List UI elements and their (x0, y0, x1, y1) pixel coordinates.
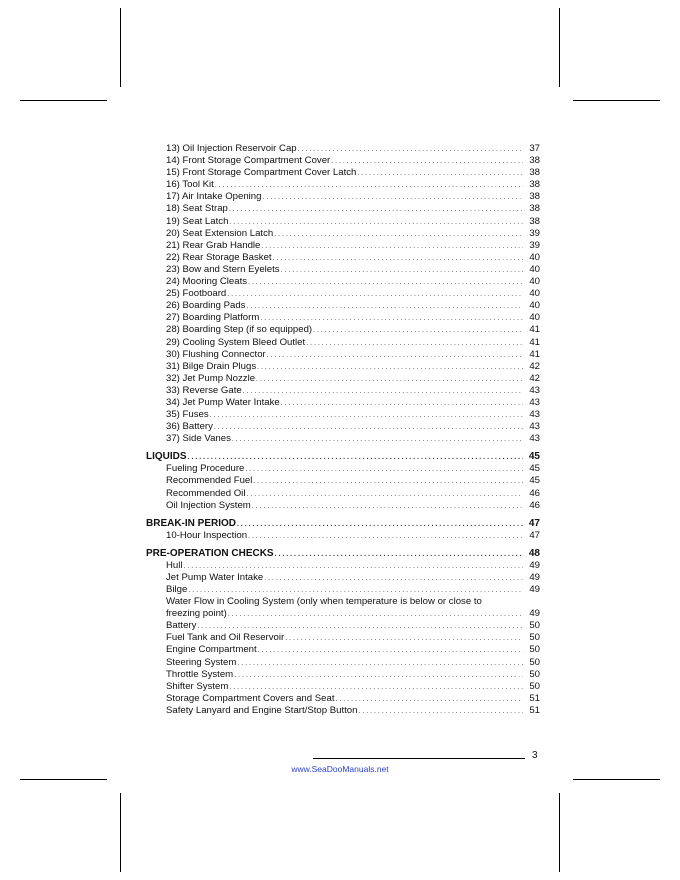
toc-entry-title: 26) Boarding Pads (166, 300, 246, 312)
toc-page-number: 47 (528, 517, 540, 529)
toc-page-number: 38 (529, 167, 540, 179)
toc-entry-title: 29) Cooling System Bleed Outlet (166, 336, 306, 348)
dot-leader (188, 450, 523, 464)
toc-entry[interactable] (146, 433, 540, 445)
toc-page-number: 48 (528, 547, 540, 559)
toc-entry-title: 24) Mooring Cleats (166, 276, 248, 288)
page-number: 3 (532, 750, 538, 761)
toc-entry[interactable] (146, 155, 540, 167)
table-of-contents (146, 143, 540, 717)
toc-entry[interactable] (146, 300, 540, 312)
toc-entry-title: 25) Footboard (166, 288, 227, 300)
crop-mark (20, 100, 107, 101)
toc-entry[interactable] (146, 361, 540, 373)
toc-entry[interactable] (146, 312, 540, 324)
toc-entry[interactable] (146, 203, 540, 215)
toc-entry-title: Shifter System (166, 680, 229, 692)
toc-entry[interactable] (146, 475, 540, 487)
toc-page-number: 43 (529, 384, 540, 396)
toc-entry-title: Jet Pump Water Intake (166, 571, 264, 583)
toc-entry[interactable] (146, 373, 540, 385)
toc-entry-title: PRE-OPERATION CHECKS (146, 547, 274, 559)
toc-entry-title: Fueling Procedure (166, 463, 245, 475)
toc-entry[interactable] (146, 500, 540, 512)
toc-page-number: 38 (529, 215, 540, 227)
toc-entry[interactable] (146, 669, 540, 681)
toc-page-number: 50 (529, 680, 540, 692)
toc-entry[interactable] (146, 657, 540, 669)
toc-entry[interactable] (146, 560, 540, 572)
toc-entry-title: 23) Bow and Stern Eyelets (166, 263, 280, 275)
toc-page-number: 40 (529, 276, 540, 288)
toc-entry[interactable] (146, 240, 540, 252)
toc-entry[interactable] (146, 463, 540, 475)
toc-entry-title: 33) Reverse Gate (166, 384, 242, 396)
toc-entry-title: 18) Seat Strap (166, 203, 228, 215)
footer-rule (313, 758, 525, 759)
toc-entry[interactable] (146, 632, 540, 644)
toc-entry[interactable] (146, 409, 540, 421)
toc-entry-text: Water Flow in Cooling System (only when temperature is below or close to (166, 596, 482, 608)
toc-entry-title: 14) Front Storage Compartment Cover (166, 155, 331, 167)
toc-entry[interactable] (146, 385, 540, 397)
toc-entry-title: 36) Battery (166, 421, 213, 433)
toc-entry-title: Throttle System (166, 668, 234, 680)
toc-entry[interactable] (146, 572, 540, 584)
toc-page-number: 41 (529, 324, 540, 336)
dot-leader (232, 433, 523, 446)
toc-section[interactable] (146, 547, 540, 560)
toc-page-number: 50 (529, 668, 540, 680)
dot-leader (237, 517, 523, 531)
toc-page-number: 50 (529, 656, 540, 668)
toc-entry-title: freezing point) (166, 608, 227, 620)
toc-page-number: 46 (529, 487, 540, 499)
toc-entry[interactable] (146, 608, 540, 620)
toc-entry[interactable] (146, 488, 540, 500)
toc-page-number: 42 (529, 372, 540, 384)
toc-entry[interactable] (146, 167, 540, 179)
toc-entry[interactable] (146, 693, 540, 705)
toc-entry[interactable] (146, 288, 540, 300)
toc-entry[interactable] (146, 252, 540, 264)
toc-entry-title: BREAK-IN PERIOD (146, 517, 237, 529)
toc-page-number: 40 (529, 288, 540, 300)
toc-entry-title: 30) Flushing Connector (166, 348, 266, 360)
toc-page-number: 42 (529, 360, 540, 372)
dot-leader (358, 705, 523, 718)
toc-entry-title: 27) Boarding Platform (166, 312, 260, 324)
toc-page-number: 49 (529, 559, 540, 571)
toc-entry[interactable] (146, 705, 540, 717)
toc-page-number: 39 (529, 239, 540, 251)
toc-page-number: 37 (529, 143, 540, 154)
toc-entry-title: 37) Side Vanes (166, 433, 231, 445)
toc-page-number: 40 (529, 263, 540, 275)
toc-entry[interactable] (146, 228, 540, 240)
toc-entry-title: Hull (166, 559, 183, 571)
toc-page-number: 50 (529, 620, 540, 632)
toc-entry-title: Recommended Fuel (166, 475, 253, 487)
dot-leader (252, 500, 523, 513)
toc-page-number: 47 (529, 529, 540, 541)
toc-page-number: 51 (529, 704, 540, 716)
toc-page-number: 50 (529, 644, 540, 656)
toc-entry[interactable] (146, 276, 540, 288)
toc-entry-title: 20) Seat Extension Latch (166, 227, 274, 239)
dot-leader (275, 547, 523, 561)
website-link[interactable]: www.SeaDooManuals.net (291, 764, 389, 774)
toc-entry-title: 28) Boarding Step (if so equipped) (166, 324, 313, 336)
dot-leader (248, 530, 523, 543)
toc-page-number: 45 (528, 451, 540, 463)
toc-entry[interactable] (146, 584, 540, 596)
toc-entry-title: Engine Compartment (166, 644, 257, 656)
toc-page-number: 40 (529, 300, 540, 312)
toc-section[interactable] (146, 450, 540, 463)
crop-mark (120, 793, 121, 872)
toc-page-number: 45 (529, 463, 540, 475)
toc-page-number: 41 (529, 348, 540, 360)
crop-mark (20, 779, 107, 780)
toc-entry-title: 19) Seat Latch (166, 215, 229, 227)
toc-entry[interactable] (146, 216, 540, 228)
toc-entry-title: Battery (166, 620, 197, 632)
toc-page-number: 45 (529, 475, 540, 487)
toc-page-number: 43 (529, 409, 540, 421)
toc-entry[interactable] (146, 324, 540, 336)
crop-mark (559, 8, 560, 87)
toc-entry-title: LIQUIDS (146, 451, 187, 463)
toc-entry-title: Recommended Oil (166, 487, 246, 499)
crop-mark (573, 100, 660, 101)
toc-entry-title: 34) Jet Pump Water Intake (166, 396, 280, 408)
toc-entry-title: Fuel Tank and Oil Reservoir (166, 632, 285, 644)
toc-entry[interactable] (146, 421, 540, 433)
toc-page-number: 40 (529, 312, 540, 324)
toc-entry-title: Storage Compartment Covers and Seat (166, 692, 335, 704)
toc-entry-title: Safety Lanyard and Engine Start/Stop Button (166, 704, 358, 716)
toc-page-number: 46 (529, 499, 540, 511)
toc-entry-title: 21) Rear Grab Handle (166, 239, 261, 251)
toc-entry-title: 15) Front Storage Compartment Cover Latch (166, 167, 357, 179)
toc-entry[interactable] (146, 337, 540, 349)
toc-page-number: 49 (529, 584, 540, 595)
toc-entry-title: Steering System (166, 656, 237, 668)
toc-entry-title: 35) Fuses (166, 409, 209, 421)
toc-entry[interactable] (146, 644, 540, 656)
toc-page-number: 49 (529, 571, 540, 583)
toc-entry-title: 31) Bilge Drain Plugs (166, 360, 257, 372)
toc-entry[interactable] (146, 191, 540, 203)
toc-entry-title: 17) Air Intake Opening (166, 191, 262, 203)
toc-page-number: 43 (529, 433, 540, 445)
toc-page-number: 49 (529, 608, 540, 620)
toc-entry[interactable] (146, 179, 540, 191)
toc-entry-title: Bilge (166, 584, 188, 595)
toc-page-number: 38 (529, 155, 540, 167)
toc-entry-title: 22) Rear Storage Basket (166, 251, 272, 263)
crop-mark (120, 8, 121, 87)
toc-entry[interactable] (146, 143, 540, 155)
toc-entry[interactable] (146, 620, 540, 632)
toc-page-number: 41 (529, 336, 540, 348)
toc-entry[interactable] (146, 264, 540, 276)
toc-page-number: 43 (529, 396, 540, 408)
toc-entry-title: 13) Oil Injection Reservoir Cap (166, 143, 297, 154)
toc-page-number: 51 (529, 692, 540, 704)
toc-page-number: 39 (529, 227, 540, 239)
toc-page-number: 38 (529, 191, 540, 203)
crop-mark (559, 793, 560, 872)
toc-entry[interactable] (146, 397, 540, 409)
toc-entry[interactable] (146, 530, 540, 542)
toc-page-number: 38 (529, 203, 540, 215)
toc-entry-title: 32) Jet Pump Nozzle (166, 372, 256, 384)
toc-entry[interactable] (146, 349, 540, 361)
toc-entry-title: Oil Injection System (166, 499, 251, 511)
toc-entry-title: 16) Tool Kit (166, 179, 214, 191)
toc-section[interactable] (146, 517, 540, 530)
toc-page-number: 38 (529, 179, 540, 191)
toc-entry-title: 10-Hour Inspection (166, 529, 248, 541)
toc-page-number: 43 (529, 421, 540, 433)
toc-page-number: 50 (529, 632, 540, 644)
toc-page-number: 40 (529, 251, 540, 263)
toc-entry[interactable] (146, 681, 540, 693)
crop-mark (573, 779, 660, 780)
